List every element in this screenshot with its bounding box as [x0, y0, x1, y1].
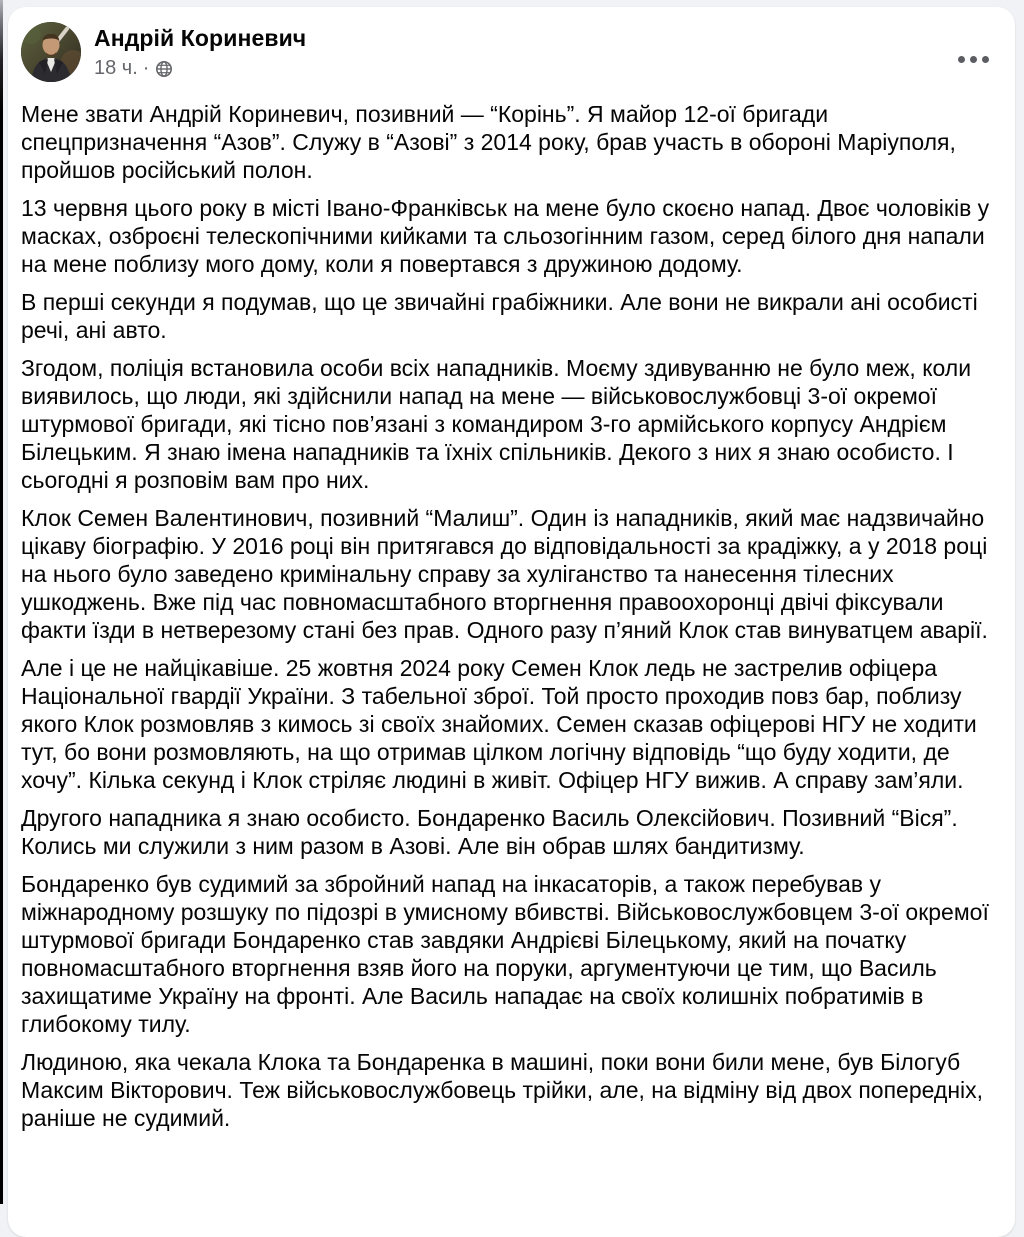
author-name[interactable]: Андрій Кориневич [94, 25, 307, 51]
post-paragraph: 13 червня цього року в місті Івано-Франківськ на мене було скоєно напад. Двоє чоловіків у масках, озброєні телескопічними кийками та сльозогінним газом, серед білого дня напали на мене поблизу мого дому, коли я повертався з дружиною додому. [21, 195, 990, 277]
ellipsis-icon [982, 56, 989, 63]
post-paragraph: Людиною, яка чекала Клока та Бондаренка в машині, поки вони били мене, був Білогуб Максим Вікторович. Теж військовослужбовець трійки, але, на відміну від двох попередніх, раніше не судимий. [21, 1049, 984, 1131]
post-meta [94, 56, 306, 80]
post-menu-button[interactable] [947, 39, 999, 79]
post-paragraph: Мене звати Андрій Кориневич, позивний — “Корінь”. Я майор 12-ої бригади спецпризначення “Азов”. Служу в “Азові” з 2014 року, брав участь в обороні Маріуполя, пройшов російський полон. [21, 101, 956, 183]
globe-icon [155, 60, 173, 78]
post-card [8, 7, 1015, 1237]
avatar[interactable] [21, 22, 81, 82]
ellipsis-icon [970, 56, 977, 63]
post-paragraph: Клок Семен Валентинович, позивний “Малиш”. Один із нападників, який має надзвичайно цікаву біографію. У 2016 році він притягався до відповідальності за крадіжку, а у 2018 році на нього було заведено кримінальну справу за хуліганство та нанесення тілесних ушкоджень. Вже під час повномасштабного вторгнення правоохоронці двічі фіксували факти їзди в нетверезому стані без прав. Одного разу п’яний Клок став винуватцем аварії. [21, 505, 988, 643]
post-body [8, 82, 1015, 1132]
post-header-text [94, 22, 306, 80]
ellipsis-icon [958, 56, 965, 63]
post-paragraph: Але і це не найцікавіше. 25 жовтня 2024 року Семен Клок ледь не застрелив офіцера Національної гвардії України. З табельної зброї. Той просто проходив повз бар, поблизу якого Клок розмовляв з кимось зі своїх знайомих. Семен сказав офіцерові НГУ не ходити тут, бо вони розмовляють, на що отримав цілком логічну відповідь “що буду ходити, де хочу”. Кілька секунд і Клок стріляє людині в живіт. Офіцер НГУ вижив. А справу зам’яли. [21, 655, 977, 793]
screenshot-left-edge [0, 0, 3, 1204]
post-header [8, 7, 1015, 82]
profile-photo [21, 22, 81, 82]
meta-separator: · [142, 57, 150, 79]
timestamp[interactable]: 18 ч. [94, 57, 138, 79]
post-paragraph: Другого нападника я знаю особисто. Бондаренко Василь Олексійович. Позивний “Віся”. Колись ми служили з ним разом в Азові. Але він обрав шлях бандитизму. [21, 805, 958, 859]
post-paragraph: В перші секунди я подумав, що це звичайні грабіжники. Але вони не викрали ані особисті речі, ані авто. [21, 289, 978, 343]
post-paragraph: Бондаренко був судимий за збройний напад на інкасаторів, а також перебував у міжнародному розшуку по підозрі в умисному вбивстві. Військовослужбовцем 3-ої окремої штурмової бригади Бондаренко став завдяки Андрієві Білецькому, який на початку повномасштабного вторгнення взяв його на поруки, аргументуючи це тим, що Василь захищатиме Україну на фронті. Але Василь нападає на своїх колишніх побратимів в глибокому тилу. [21, 871, 989, 1037]
post-paragraph: Згодом, поліція встановила особи всіх нападників. Моєму здивуванню не було меж, коли виявилось, що люди, які здійснили напад на мене — військовослужбовці 3-ої окремої штурмової бригади, які тісно пов’язані з командиром 3-го армійського корпусу Андрієм Білецьким. Я знаю імена нападників та їхніх спільників. Декого з них я знаю особисто. І сьогодні я розповім вам про них. [21, 355, 972, 493]
